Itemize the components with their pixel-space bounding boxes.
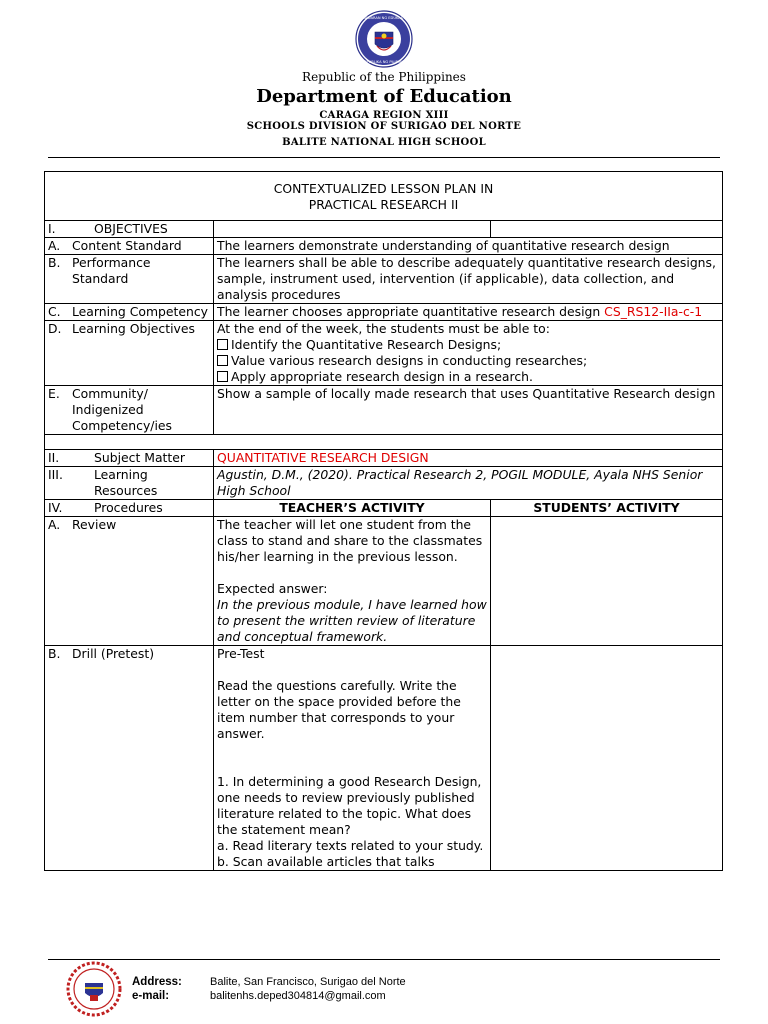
checkbox-icon (217, 355, 228, 366)
competency-code: CS_RS12-IIa-c-1 (604, 304, 703, 319)
row-number: C. (48, 304, 61, 319)
drill-row (45, 646, 723, 871)
drill-label: Drill (Pretest) (72, 646, 155, 661)
checkbox-icon (217, 339, 228, 350)
region-line: CARAGA REGION XIII (319, 110, 449, 121)
address-value: Balite, San Francisco, Surigao del Norte (210, 976, 406, 988)
content-standard-row (45, 238, 723, 255)
email-value[interactable]: balitenhs.deped304814@gmail.com (210, 990, 386, 1002)
learning-objectives-intro: At the end of the week, the students must be able to: (217, 321, 550, 336)
objectives-label: OBJECTIVES (94, 221, 168, 236)
footer-email (132, 990, 386, 1002)
community-label: Community/ Indigenized Competency/ies (72, 386, 172, 433)
row-number: IV. (48, 500, 63, 515)
plan-title-line2: PRACTICAL RESEARCH II (308, 197, 459, 212)
review-row (45, 517, 723, 646)
objective-item: Identify the Quantitative Research Designs; (217, 337, 719, 353)
expected-answer-text: In the previous module, I have learned how to present the written review of literature and conceptual framework. (217, 597, 487, 644)
seal-text-bottom: REPUBLIKA NG PILIPINAS (361, 60, 407, 64)
learning-competency-label: Learning Competency (72, 304, 209, 319)
community-row (45, 386, 723, 435)
review-student-cell (491, 517, 723, 646)
seal-text-top: KAGAWARAN NG EDUKASYON (357, 16, 411, 20)
pretest-choice-b: b. Scan available articles that talks (217, 854, 435, 869)
checkbox-icon (217, 371, 228, 382)
footer-address (132, 976, 406, 988)
learning-competency-text: The learner chooses appropriate quantitative research design (217, 304, 605, 319)
expected-answer-label: Expected answer: (217, 581, 328, 596)
objectives-row (45, 221, 723, 238)
row-number: III. (48, 467, 63, 482)
pretest-choice-a: a. Read literary texts related to your study. (217, 838, 484, 853)
row-number: B. (48, 646, 61, 661)
review-teacher-text: The teacher will let one student from the class to stand and share to the classmates his/her learning in the previous lesson. (217, 517, 483, 564)
row-number: A. (48, 238, 61, 253)
teacher-activity-header: TEACHER’S ACTIVITY (214, 500, 491, 517)
row-number: E. (48, 386, 60, 401)
learning-resources-row (45, 467, 723, 500)
review-label: Review (72, 517, 117, 532)
procedures-row (45, 500, 723, 517)
row-number: B. (48, 255, 61, 270)
subject-matter-row (45, 450, 723, 467)
procedures-label: Procedures (94, 500, 163, 515)
students-activity-header: STUDENTS’ ACTIVITY (491, 500, 723, 517)
address-label: Address: (132, 976, 182, 988)
objective-item: Value various research designs in conducting researches; (217, 353, 719, 369)
community-text: Show a sample of locally made research that uses Quantitative Research design (214, 386, 723, 435)
pretest-heading: Pre-Test (217, 646, 265, 661)
learning-objectives-row (45, 321, 723, 386)
row-number: D. (48, 321, 62, 336)
content-standard-text: The learners demonstrate understanding of quantitative research design (214, 238, 723, 255)
learning-resources-text: Agustin, D.M., (2020). Practical Research 2, POGIL MODULE, Ayala NHS Senior High School (214, 467, 723, 500)
spacer-row (45, 435, 723, 450)
email-label: e-mail: (132, 990, 170, 1002)
row-number: I. (48, 221, 56, 236)
learning-objectives-label: Learning Objectives (72, 321, 195, 336)
pretest-question: 1. In determining a good Research Design, one needs to review previously published literature related to the topic. What does the statement mean? (217, 774, 482, 837)
school-name: BALITE NATIONAL HIGH SCHOOL (282, 137, 486, 148)
subject-matter-text: QUANTITATIVE RESEARCH DESIGN (214, 450, 723, 467)
performance-standard-row (45, 255, 723, 304)
objective-item: Apply appropriate research design in a research. (217, 369, 719, 385)
subject-matter-label: Subject Matter (94, 450, 185, 465)
learning-competency-row (45, 304, 723, 321)
school-seal-logo (66, 961, 122, 1017)
lesson-plan-table (44, 171, 723, 871)
division-line: SCHOOLS DIVISION OF SURIGAO DEL NORTE (246, 121, 522, 132)
plan-title (45, 172, 723, 221)
row-number: A. (48, 517, 61, 532)
learning-resources-label: Learning Resources (94, 467, 158, 498)
header-divider (48, 157, 720, 158)
title-row (45, 172, 723, 221)
performance-standard-label: Performance Standard (72, 255, 151, 286)
drill-student-cell (491, 646, 723, 871)
plan-title-line1: CONTEXTUALIZED LESSON PLAN IN (273, 181, 494, 196)
republic-line: Republic of the Philippines (302, 70, 466, 84)
footer-divider (48, 959, 720, 960)
deped-seal-logo (355, 10, 413, 68)
department-title: Department of Education (256, 86, 512, 107)
performance-standard-text: The learners shall be able to describe adequately quantitative research designs, sample, instrument used, intervention (if applicable), data collection, and analysis procedures (214, 255, 723, 304)
row-number: II. (48, 450, 60, 465)
content-standard-label: Content Standard (72, 238, 182, 253)
pretest-instructions: Read the questions carefully. Write the letter on the space provided before the item number that corresponds to your answer. (217, 678, 461, 741)
